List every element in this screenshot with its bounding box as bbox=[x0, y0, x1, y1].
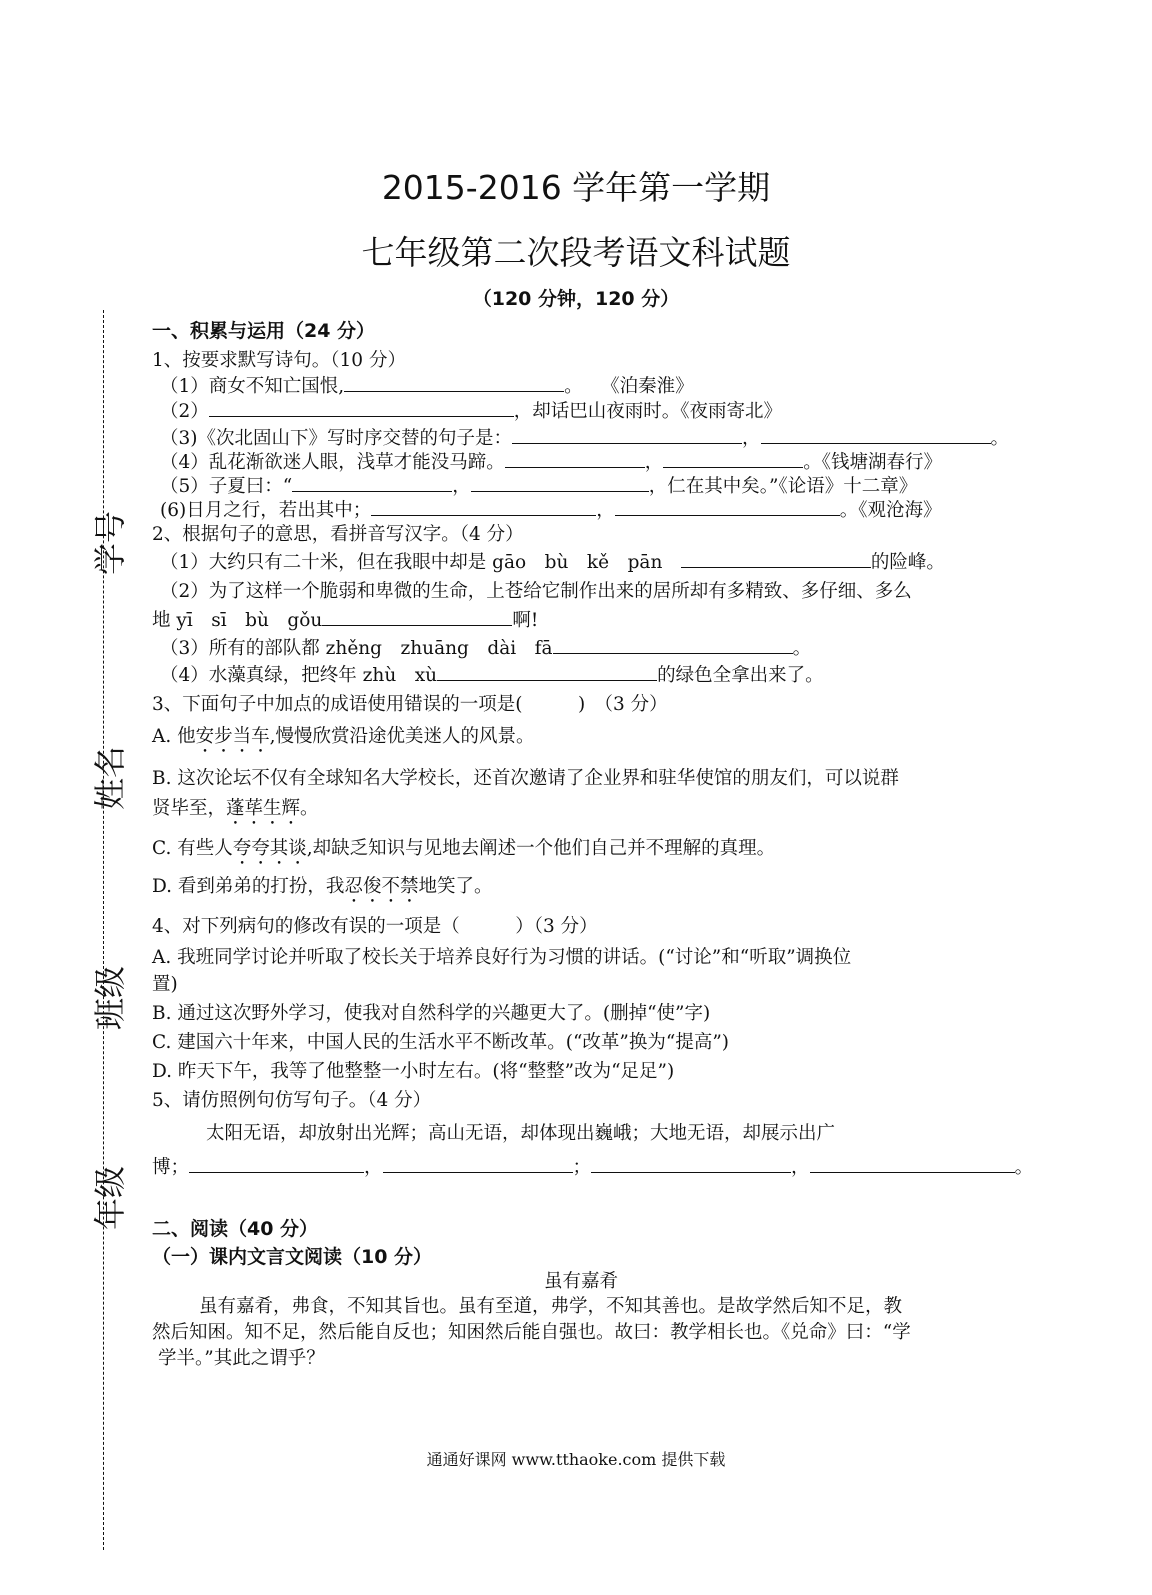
q1-blank-5a[interactable] bbox=[292, 473, 452, 492]
q1-stem: 1、按要求默写诗句。（10 分） bbox=[152, 350, 406, 371]
q2-line-3: （3）所有的部队都 zhěng zhuāng dài fā 。 bbox=[160, 634, 811, 660]
q3-option-b-line1: B. 这次论坛不仅有全球知名大学校长，还首次邀请了企业界和驻华使馆的朋友们，可以说群 bbox=[152, 768, 899, 789]
binding-label-grade: 年级 bbox=[91, 1166, 129, 1231]
q2-line-2: （2）为了这样一个脆弱和卑微的生命，上苍给它制作出来的居所却有多精致、多仔细、多么 bbox=[160, 581, 912, 602]
q1-item-4: （4）乱花渐欲迷人眼，浅草才能没马蹄。 ， 。《钱塘湖春行》 bbox=[160, 448, 942, 474]
q2-line-4: （4）水藻真绿，把终年 zhù xù 的绿色全拿出来了。 bbox=[160, 661, 824, 687]
passage-title: 虽有嘉肴 bbox=[544, 1271, 619, 1292]
q2-blank-2[interactable] bbox=[322, 607, 512, 626]
q4-stem: 4、对下列病句的修改有误的一项是（ ）（3 分） bbox=[152, 916, 598, 937]
q2-blank-1[interactable] bbox=[681, 549, 871, 568]
passage-line-2: 然后知困。知不足，然后能自反也；知困然后能自强也。故曰：教学相长也。《兑命》曰：“学 bbox=[152, 1322, 911, 1343]
q1-blank-4b[interactable] bbox=[663, 449, 803, 468]
exam-title: 七年级第二次段考语文科试题 bbox=[361, 233, 791, 272]
q3-option-d: D. 看到弟弟的打扮，我忍俊不禁地笑了。 bbox=[152, 876, 493, 897]
q3-stem: 3、下面句子中加点的成语使用错误的一项是( ) （3 分） bbox=[152, 694, 668, 715]
q5-blank-1[interactable] bbox=[189, 1154, 364, 1173]
q2-line-1: （1）大约只有二十米，但在我眼中却是 gāo bù kě pān 的险峰。 bbox=[160, 548, 945, 574]
q1-blank-3a[interactable] bbox=[512, 425, 742, 444]
q5-example: 太阳无语，却放射出光辉；高山无语，却体现出巍峨；大地无语，却展示出广 bbox=[206, 1123, 836, 1144]
q1-blank-6a[interactable] bbox=[371, 497, 596, 516]
passage-line-3: 学半。”其此之谓乎？ bbox=[158, 1348, 325, 1369]
binding-label-class: 班级 bbox=[91, 966, 129, 1031]
binding-label-name: 姓名 bbox=[91, 746, 129, 811]
q3-option-a: A. 他安步当车,慢慢欣赏沿途优美迷人的风景。 bbox=[152, 726, 535, 747]
exam-duration: （120 分钟，120 分） bbox=[472, 288, 680, 310]
binding-label-student-id: 学号 bbox=[91, 511, 129, 576]
q5-blank-2[interactable] bbox=[383, 1154, 573, 1173]
q1-item-3: （3)《次北固山下》写时序交替的句子是： ， 。 bbox=[160, 424, 1009, 450]
q5-answer-line: 博； ， ； ， 。 bbox=[152, 1153, 1033, 1179]
q1-item-5: （5）子夏曰：“ ， ，仁在其中矣。”《论语》十二章》 bbox=[160, 472, 917, 498]
q1-blank-2[interactable] bbox=[209, 398, 514, 417]
q1-blank-5b[interactable] bbox=[471, 473, 649, 492]
footer-source: 通通好课网 www.tthaoke.com 提供下载 bbox=[426, 1450, 726, 1469]
q4-option-d: D. 昨天下午，我等了他整整一小时左右。(将“整整”改为“足足”) bbox=[152, 1061, 675, 1082]
q4-option-b: B. 通过这次野外学习，使我对自然科学的兴趣更大了。(删掉“使”字) bbox=[152, 1003, 711, 1024]
q1-blank-3b[interactable] bbox=[761, 425, 991, 444]
q5-stem: 5、请仿照例句仿写句子。（4 分） bbox=[152, 1090, 432, 1111]
q3-option-c: C. 有些人夸夸其谈,却缺乏知识与见地去阐述一个他们自己并不理解的真理。 bbox=[152, 838, 776, 859]
section1-heading: 一、积累与运用（24 分） bbox=[152, 320, 376, 342]
q1-blank-4a[interactable] bbox=[505, 449, 645, 468]
exam-term-title: 2015-2016 学年第一学期 bbox=[381, 168, 771, 207]
q5-blank-4[interactable] bbox=[810, 1154, 1015, 1173]
section2-heading: 二、阅读（40 分） bbox=[152, 1218, 319, 1240]
binding-dashed-line bbox=[103, 310, 104, 1550]
q4-option-a-line1: A. 我班同学讨论并听取了校长关于培养良好行为习惯的讲话。(“讨论”和“听取”调换位 bbox=[152, 947, 852, 968]
q2-stem: 2、根据句子的意思，看拼音写汉字。（4 分） bbox=[152, 524, 524, 545]
q2-line-2b: 地 yī sī bù gǒu 啊! bbox=[152, 606, 538, 632]
passage-line-1: 虽有嘉肴，弗食，不知其旨也。虽有至道，弗学，不知其善也。是故学然后知不足，教 bbox=[199, 1296, 903, 1317]
q2-blank-4[interactable] bbox=[437, 662, 657, 681]
q1-item-2: （2） ，却话巴山夜雨时。《夜雨寄北》 bbox=[160, 397, 782, 423]
q3-option-b-line2: 贤毕至，蓬荜生辉。 bbox=[152, 798, 319, 819]
q5-blank-3[interactable] bbox=[591, 1154, 791, 1173]
q1-item-6: (6)日月之行，若出其中； ， 。《观沧海》 bbox=[160, 496, 942, 522]
q1-blank-6b[interactable] bbox=[615, 497, 840, 516]
q1-item-1: （1）商女不知亡国恨, 。 《泊秦淮》 bbox=[160, 372, 694, 398]
q4-option-a-line2: 置) bbox=[152, 974, 178, 995]
q1-blank-1[interactable] bbox=[344, 373, 564, 392]
q4-option-c: C. 建国六十年来，中国人民的生活水平不断改革。(“改革”换为“提高”) bbox=[152, 1032, 730, 1053]
q2-blank-3[interactable] bbox=[553, 635, 793, 654]
section2-subheading: （一）课内文言文阅读（10 分） bbox=[152, 1246, 433, 1268]
